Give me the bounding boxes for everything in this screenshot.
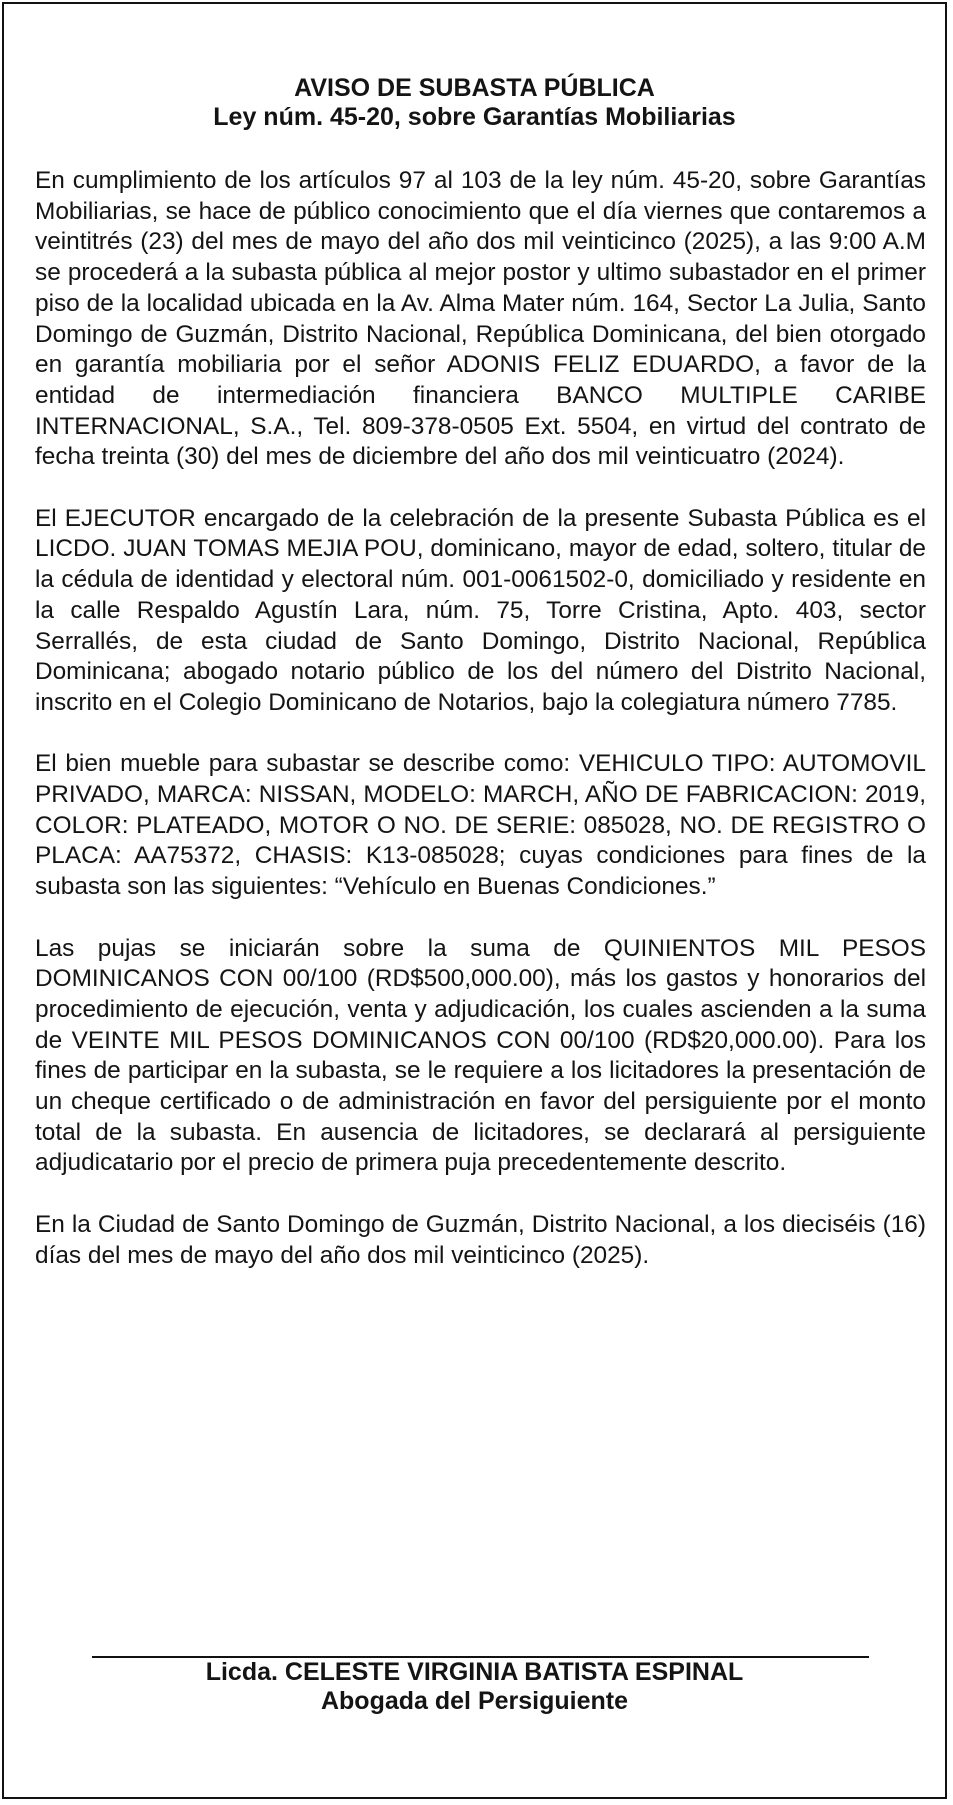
- signature-block: [4, 1658, 945, 1716]
- paragraph-vehicle-description: El bien mueble para subastar se describe como: VEHICULO TIPO: AUTOMOVIL PRIVADO, MARCA: NISSAN, MODELO: MARCH, AÑO DE FABRICACION: 2019, COLOR: PLATEADO, MOTOR O NO. DE SERIE: 085028, NO. DE REGISTRO O PLACA: AA75372, CHASIS: K13-085028; cuyas condiciones para fines de la subasta son las siguientes: “Vehículo en Buenas Condiciones.”: [35, 750, 926, 901]
- notice-heading: [4, 74, 945, 132]
- signature-name: Licda. CELESTE VIRGINIA BATISTA ESPINAL: [205, 1658, 744, 1686]
- paragraph-place-date: En la Ciudad de Santo Domingo de Guzmán, Distrito Nacional, a los dieciséis (16) días del mes de mayo del año dos mil veinticinco (2025).: [35, 1210, 926, 1269]
- paragraph-executor: El EJECUTOR encargado de la celebración de la presente Subasta Pública es el LICDO. JUAN TOMAS MEJIA POU, dominicano, mayor de edad, soltero, titular de la cédula de identidad y electoral núm. 001-0061502-0, domiciliado y residente en la calle Respaldo Agustín Lara, núm. 75, Torre Cristina, Apto. 403, sector Serrallés, de esta ciudad de Santo Domingo, Distrito Nacional, República Dominicana; abogado notario público de los del número del Distrito Nacional, inscrito en el Colegio Dominicano de Notarios, bajo la colegiatura número 7785.: [35, 504, 926, 716]
- notice-body: [35, 166, 926, 1271]
- signature-role: Abogada del Persiguiente: [320, 1687, 628, 1715]
- notice-subtitle: Ley núm. 45-20, sobre Garantías Mobiliarias: [213, 103, 736, 131]
- paragraph-bidding-terms: Las pujas se iniciarán sobre la suma de QUINIENTOS MIL PESOS DOMINICANOS CON 00/100 (RD$500,000.00), más los gastos y honorarios del procedimiento de ejecución, venta y adjudicación, los cuales ascienden a la suma de VEINTE MIL PESOS DOMINICANOS CON 00/100 (RD$20,000.00). Para los fines de participar en la subasta, se le requiere a los licitadores la presentación de un cheque certificado o de administración en favor del persiguiente por el monto total de la subasta. En ausencia de licitadores, se declarará al persiguiente adjudicatario por el precio de primera puja precedentemente descrito.: [35, 934, 926, 1177]
- paragraph-announcement: En cumplimiento de los artículos 97 al 103 de la ley núm. 45-20, sobre Garantías Mobiliarias, se hace de público conocimiento que el día viernes que contaremos a veintitrés (23) del mes de mayo del año dos mil veinticinco (2025), a las 9:00 A.M se procederá a la subasta pública al mejor postor y ultimo subastador en el primer piso de la localidad ubicada en la Av. Alma Mater núm. 164, Sector La Julia, Santo Domingo de Guzmán, Distrito Nacional, República Dominicana, del bien otorgado en garantía mobiliaria por el señor ADONIS FELIZ EDUARDO, a favor de la entidad de intermediación financiera BANCO MULTIPLE CARIBE INTERNACIONAL, S.A., Tel. 809-378-0505 Ext. 5504, en virtud del contrato de fecha treinta (30) del mes de diciembre del año dos mil veinticuatro (2024).: [35, 167, 926, 471]
- notice-box: [2, 2, 947, 1799]
- notice-title: AVISO DE SUBASTA PÚBLICA: [294, 74, 655, 102]
